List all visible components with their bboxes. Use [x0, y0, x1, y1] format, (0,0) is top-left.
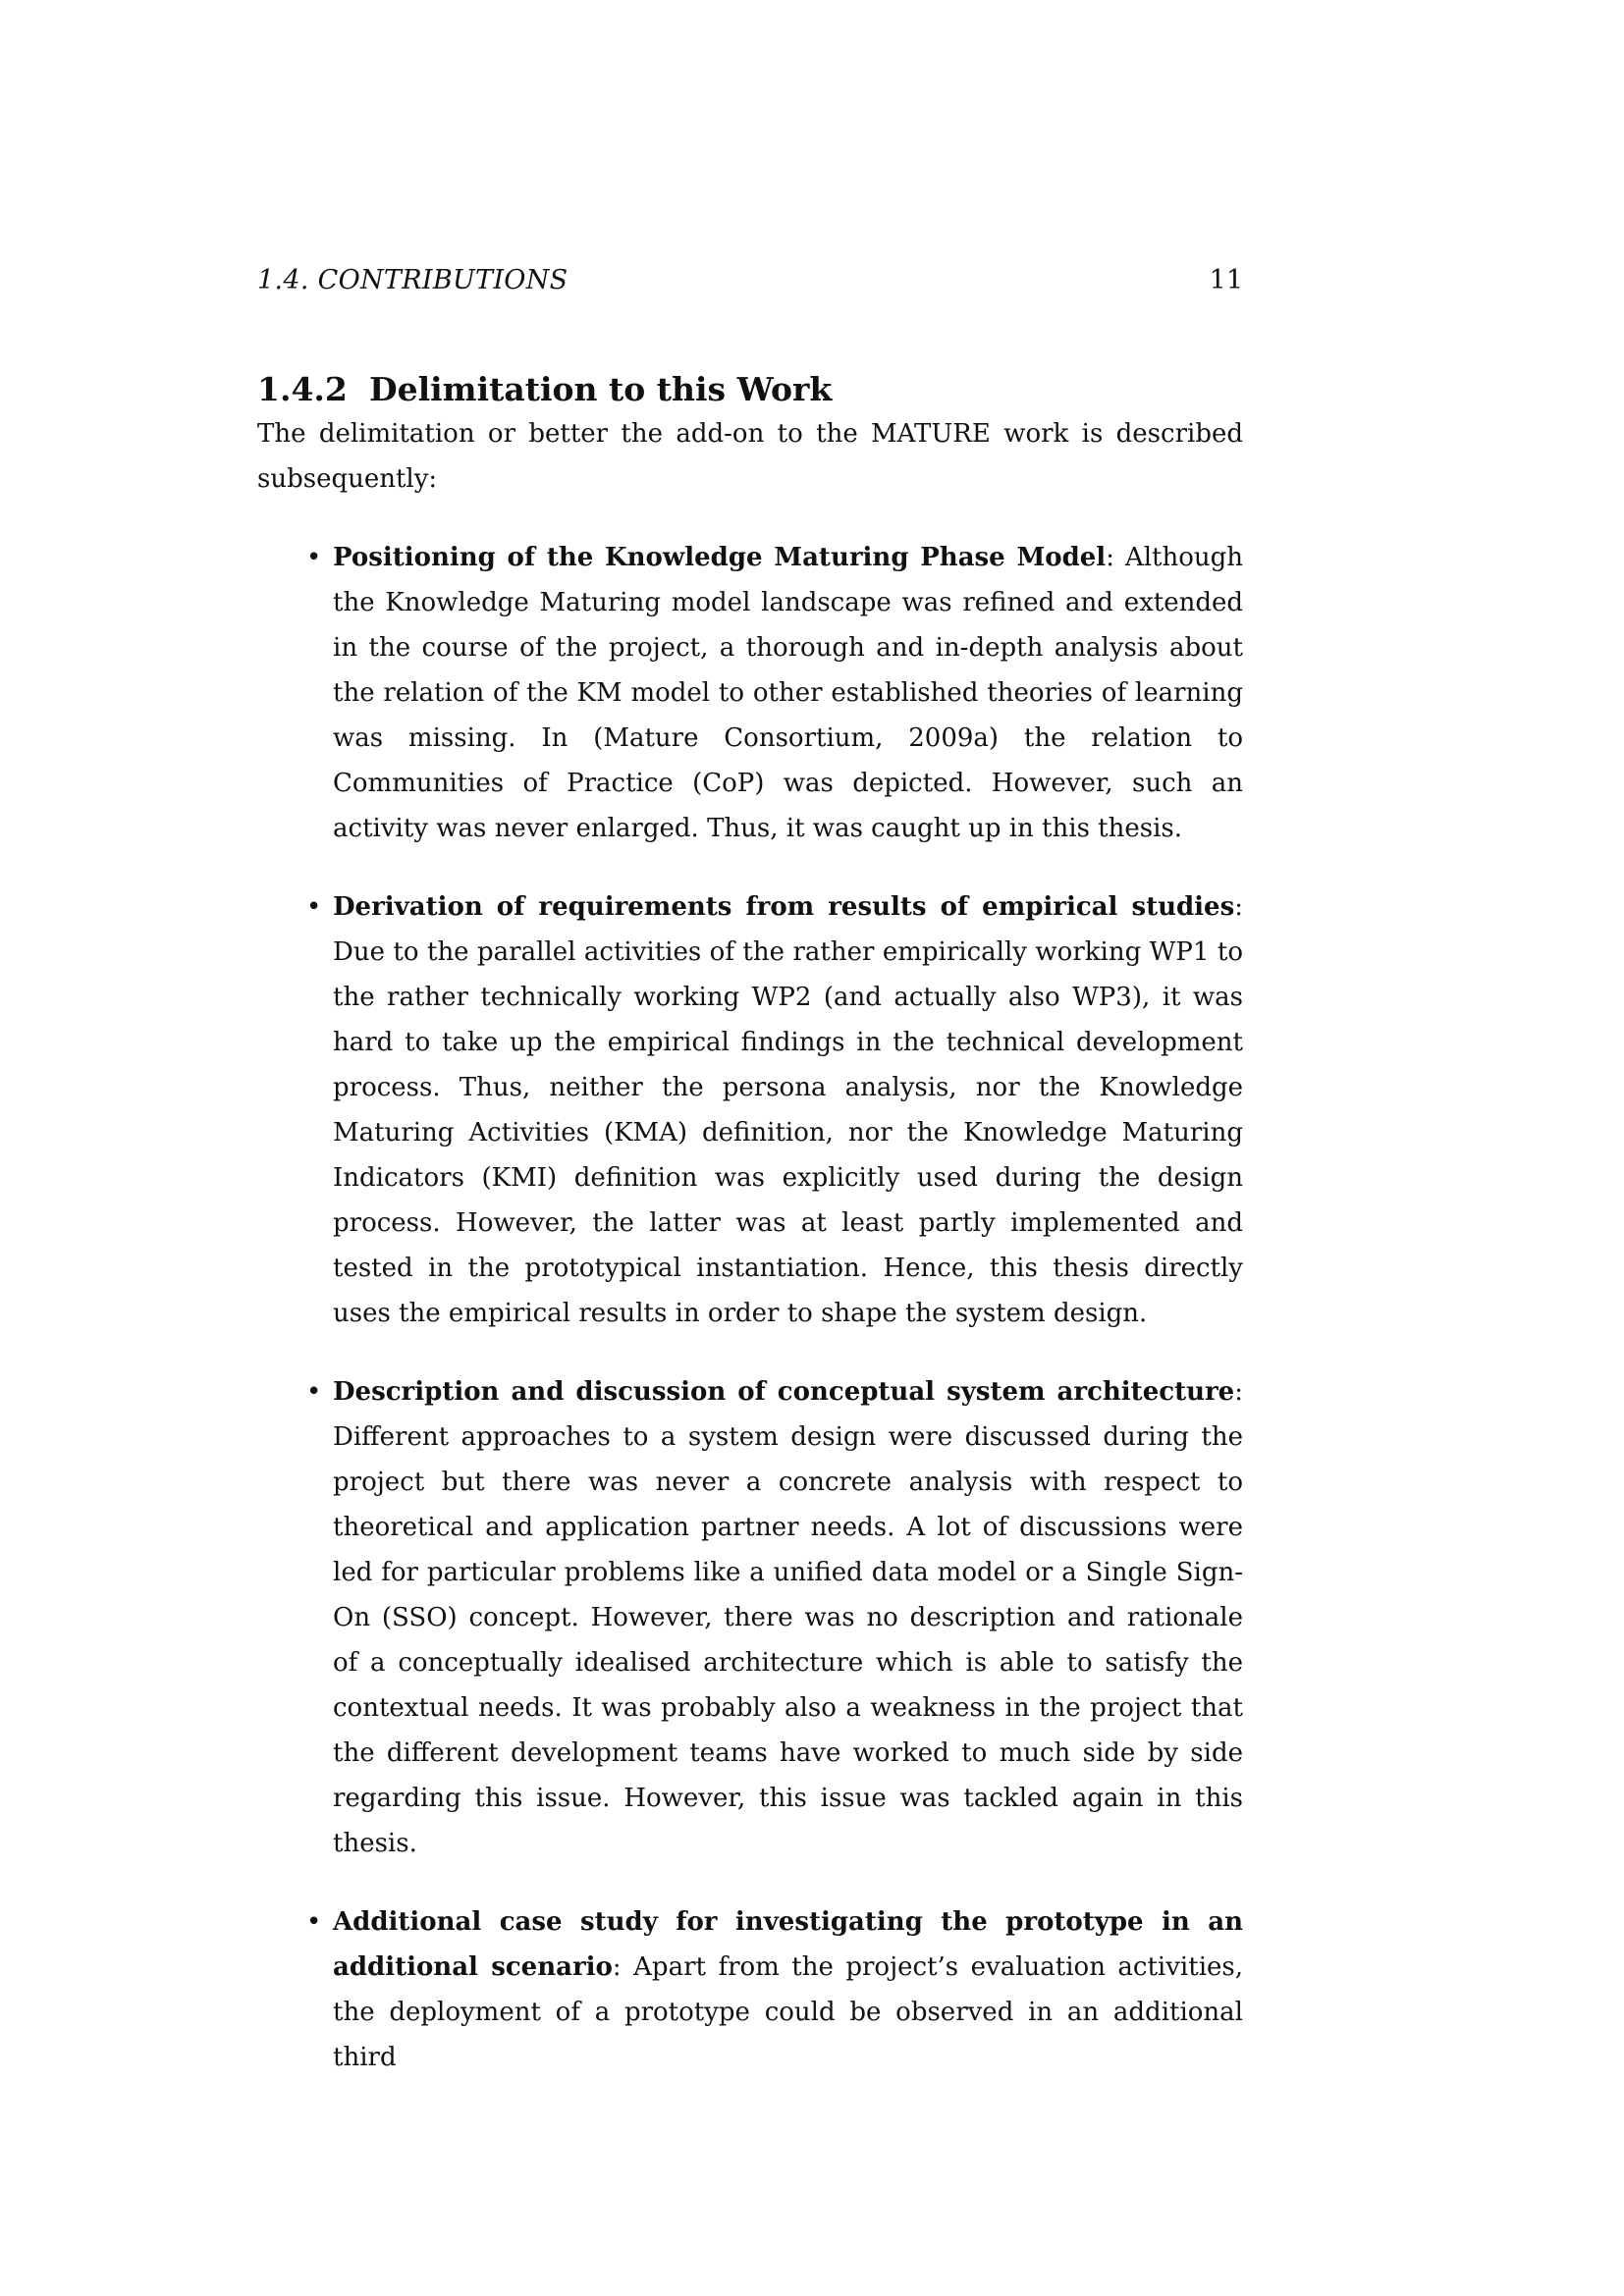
page-number: 11 — [1209, 265, 1243, 295]
bullet-icon: • — [306, 1907, 322, 1937]
list-item — [257, 1899, 1243, 2080]
section-title: Delimitation to this Work — [369, 370, 833, 409]
list-item-title: Positioning of the Knowledge Maturing Phase Model — [333, 543, 1107, 572]
list-item — [257, 1369, 1243, 1866]
list-item — [257, 535, 1243, 851]
list-item-title: Derivation of requirements from results of empirical studies — [333, 892, 1235, 922]
list-item — [257, 884, 1243, 1336]
list-item-text: : Due to the parallel activities of the rather empirically working WP1 to the rather technically working WP2 (and actually also WP3), it was hard to take up the empirical findings in the technical development process. Thus, neither the persona analysis, nor the Knowledge Maturing Activities (KMA) definition, nor the Knowledge Maturing Indicators (KMI) definition was explicitly used during the design process. However, the latter was at least partly implemented and tested in the prototypical instantiation. Hence, this thesis directly uses the empirical results in order to shape the system design. — [333, 892, 1243, 1328]
section-number: 1.4.2 — [257, 370, 348, 409]
bullet-icon: • — [306, 543, 322, 572]
bullet-icon: • — [306, 1377, 322, 1407]
section-heading — [257, 368, 832, 411]
running-header — [257, 261, 1243, 300]
running-header-section: 1.4. CONTRIBUTIONS — [257, 265, 568, 295]
page — [257, 0, 1243, 2296]
list-item-title: Description and discussion of conceptual system architecture — [333, 1377, 1235, 1407]
list-item-title: Additional case study for investigating the prototype in an additional scenario — [333, 1907, 1243, 1982]
intro-paragraph: The delimitation or better the add-on to the MATURE work is described subsequently: — [257, 419, 1243, 494]
list-item-text: : Apart from the project’s evaluation activities, the deployment of a prototype could be observed in an additional third — [333, 1952, 1244, 2072]
list-item-text: : Different approaches to a system design were discussed during the project but there was never a concrete analysis with respect to theoretical and application partner needs. A lot of discussions were led for particular problems like a unified data model or a Single Sign-On (SSO) concept. However, there was no description and rationale of a conceptually idealised architecture which is able to satisfy the contextual needs. It was probably also a weakness in the project that the different development teams have worked to much side by side regarding this issue. However, this issue was tackled again in this thesis. — [333, 1377, 1243, 1858]
contribution-list — [257, 535, 1243, 2113]
bullet-icon: • — [306, 892, 322, 922]
list-item-text: : Although the Knowledge Maturing model landscape was refined and extended in the course of the project, a thorough and in-depth analysis about the relation of the KM model to other established theories of learning was missing. In (Mature Consortium, 2009a) the relation to Communities of Practice (CoP) was depicted. However, such an activity was never enlarged. Thus, it was caught up in this thesis. — [333, 543, 1243, 843]
